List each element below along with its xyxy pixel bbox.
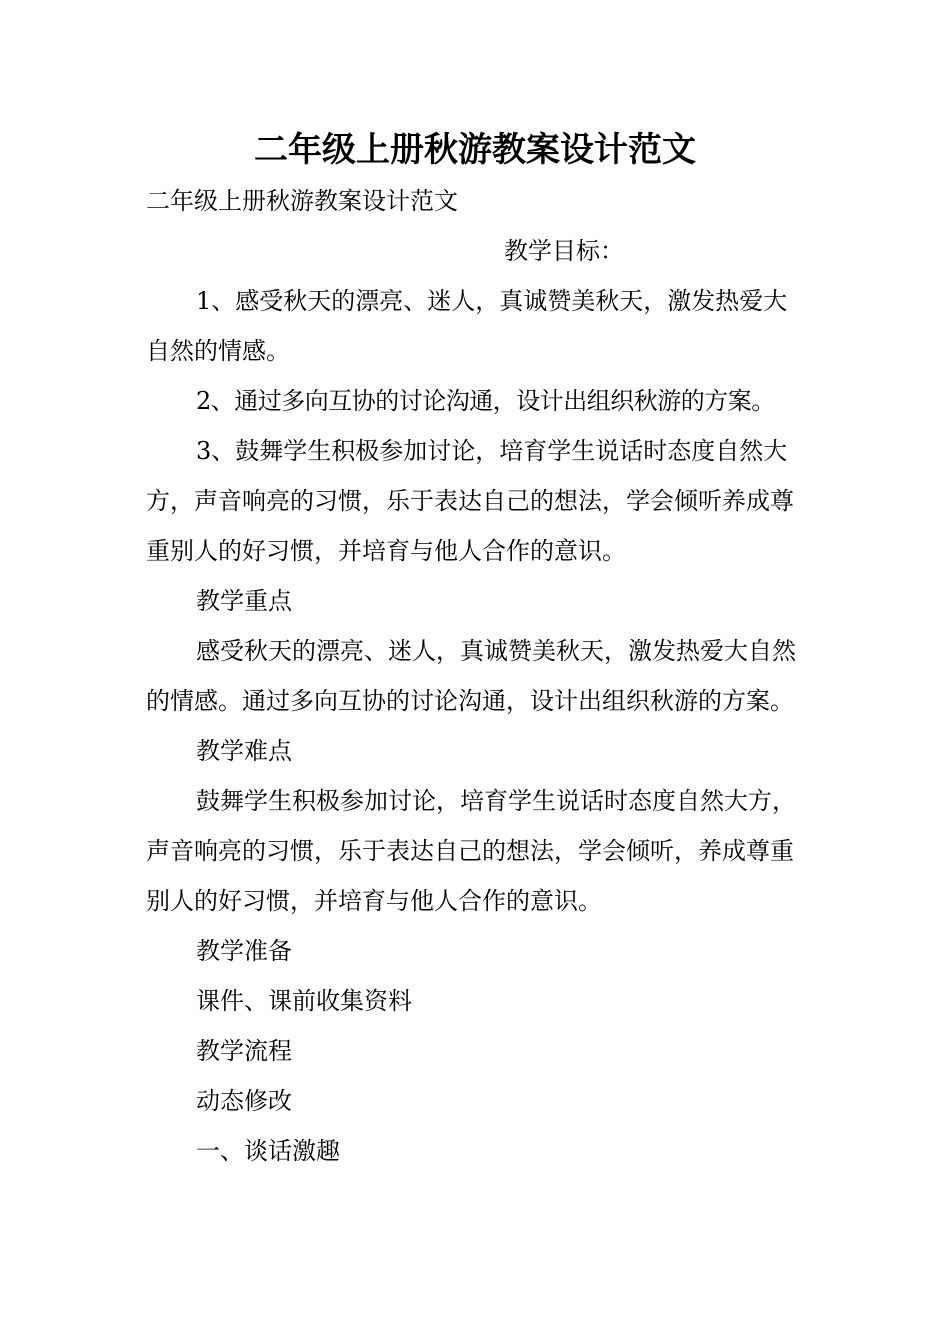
document-subtitle: 二年级上册秋游教案设计范文 (146, 187, 458, 215)
preparation-heading: 教学准备 (196, 937, 292, 965)
difficulties-text: 鼓舞学生积极参加讨论，培育学生说话时态度自然大方，声音响亮的习惯，乐于表达自己的想法，学会倾听，养成尊重别人的好习惯，并培育与他人合作的意识。 (146, 787, 796, 915)
preparation-text: 课件、课前收集资料 (196, 987, 412, 1015)
goals-heading: 教学目标： (504, 237, 624, 265)
section-one-heading: 一、谈话激趣 (196, 1137, 340, 1165)
goal-item-1: 1、感受秋天的漂亮、迷人，真诚赞美秋天，激发热爱大自然的情感。 (146, 287, 788, 365)
difficulties-heading: 教学难点 (196, 737, 292, 765)
key-points-text: 感受秋天的漂亮、迷人，真诚赞美秋天，激发热爱大自然的情感。通过多向互协的讨论沟通，设计出组织秋游的方案。 (146, 637, 796, 715)
key-points-heading: 教学重点 (196, 587, 292, 615)
dynamic-edit-label: 动态修改 (196, 1087, 292, 1115)
goal-item-3: 3、鼓舞学生积极参加讨论，培育学生说话时态度自然大方，声音响亮的习惯，乐于表达自己的想法，学会倾听养成尊重别人的好习惯，并培育与他人合作的意识。 (146, 437, 794, 565)
process-heading: 教学流程 (196, 1037, 292, 1065)
goal-item-2: 2、通过多向互协的讨论沟通，设计出组织秋游的方案。 (196, 387, 775, 415)
document-body (146, 176, 808, 1176)
document-title: 二年级上册秋游教案设计范文 (254, 130, 696, 170)
